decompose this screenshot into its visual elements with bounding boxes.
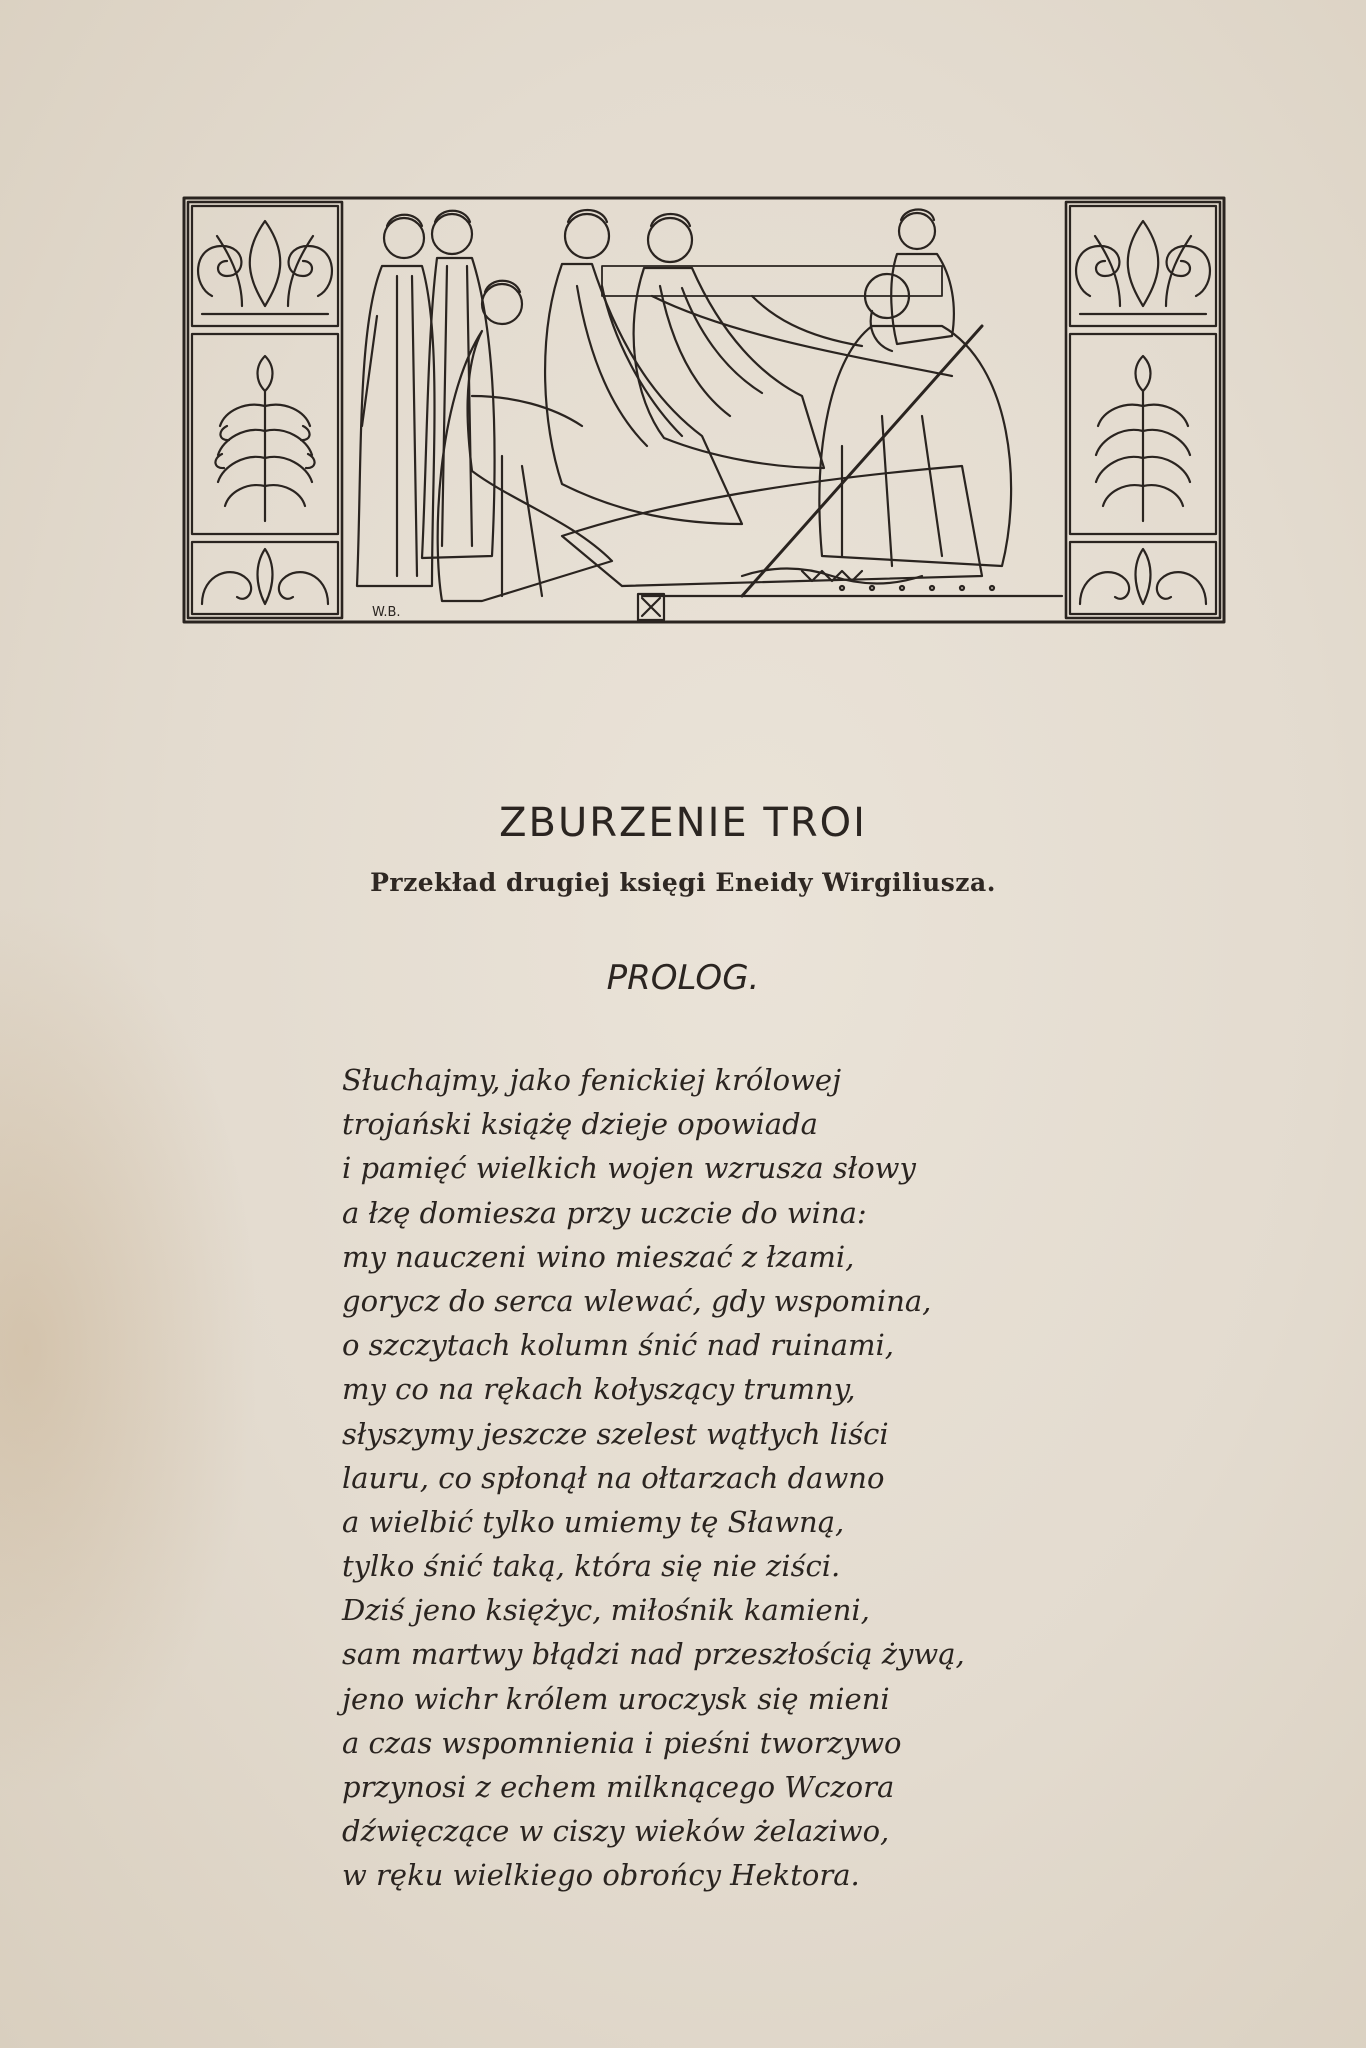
page-title: ZBURZENIE TROI xyxy=(499,800,867,846)
headpiece-illustration xyxy=(182,196,1226,624)
left-palmette-column xyxy=(188,202,342,618)
section-heading: PROLOG. xyxy=(606,958,760,998)
poem-line: tylko śnić taką, która się nie ziści. xyxy=(342,1549,841,1584)
poem-line: a łzę domiesza przy uczcie do wina: xyxy=(342,1195,867,1230)
poem-line: my co na rękach kołyszący trumny, xyxy=(342,1372,856,1407)
poem-line: my nauczeni wino mieszać z łzami, xyxy=(342,1239,855,1274)
poem xyxy=(342,1058,1142,1898)
right-palmette-column xyxy=(1066,202,1220,618)
poem-line: gorycz do serca wlewać, gdy wspomina, xyxy=(342,1283,932,1318)
poem-line: sam martwy błądzi nad przeszłością żywą, xyxy=(342,1637,965,1672)
poem-line: w ręku wielkiego obrońcy Hektora. xyxy=(342,1858,860,1893)
poem-line: słyszymy jeszcze szelest wątłych liści xyxy=(342,1416,889,1451)
classical-scene xyxy=(342,202,1066,620)
poem-line: a wielbić tylko umiemy tę Sławną, xyxy=(342,1504,845,1539)
poem-line: Dziś jeno księżyc, miłośnik kamieni, xyxy=(342,1593,870,1628)
illustration-signature: W.B. xyxy=(372,605,401,620)
poem-line: jeno wichr królem uroczysk się mieni xyxy=(342,1681,890,1716)
poem-line: a czas wspomnienia i pieśni tworzywo xyxy=(342,1725,902,1760)
poem-line: i pamięć wielkich wojen wzrusza słowy xyxy=(342,1151,916,1186)
poem-line: przynosi z echem milknącego Wczora xyxy=(342,1770,895,1804)
poem-line: Słuchajmy, jako fenickiej królowej xyxy=(342,1063,842,1097)
poem-line: dźwięczące w ciszy wieków żelaziwo, xyxy=(342,1814,890,1849)
page-subtitle: Przekład drugiej księgi Eneidy Wirgiliusza. xyxy=(370,868,996,897)
paper-stain xyxy=(0,900,260,1800)
poem-line: trojański książę dzieje opowiada xyxy=(342,1107,818,1142)
poem-line: o szczytach kolumn śnić nad ruinami, xyxy=(342,1328,895,1363)
poem-line: lauru, co spłonął na ołtarzach dawno xyxy=(342,1460,885,1495)
